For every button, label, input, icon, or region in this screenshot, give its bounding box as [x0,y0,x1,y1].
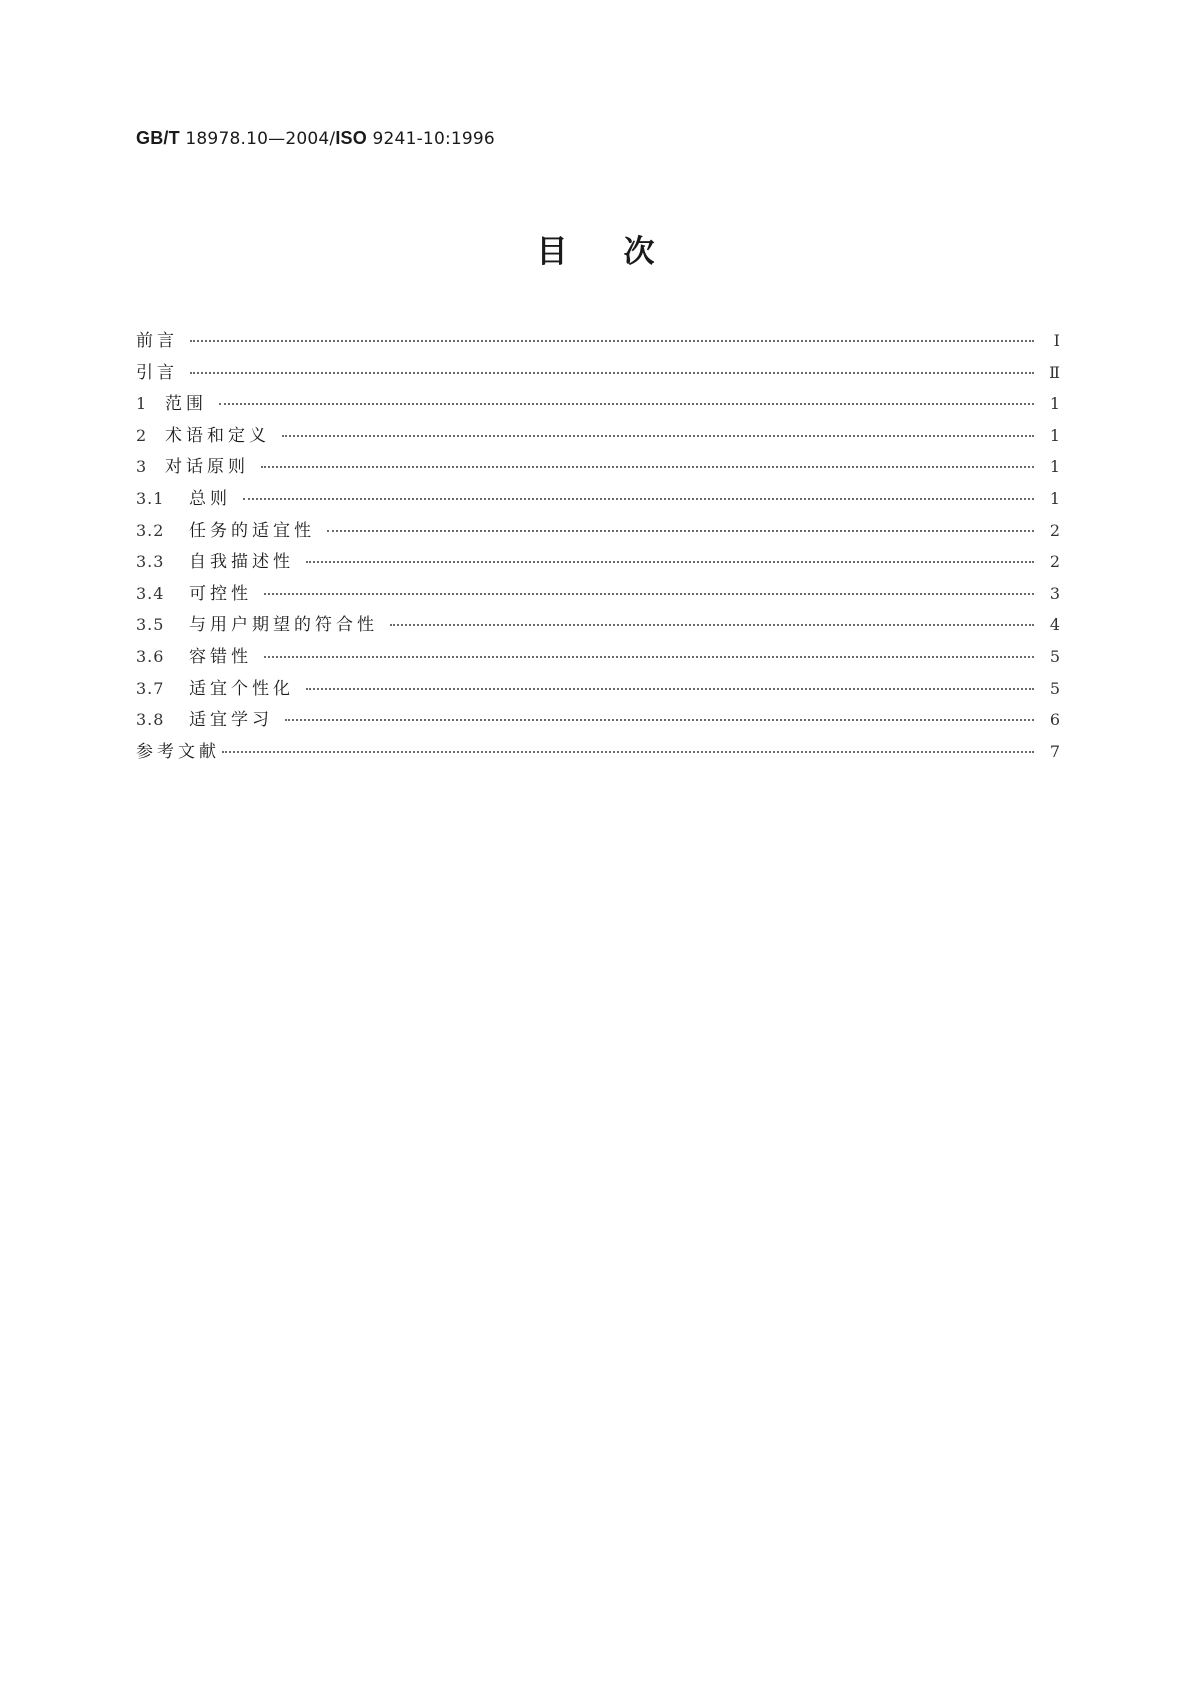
toc-leader-dots [264,646,1034,658]
page-title: 目次 [536,234,711,270]
table-of-contents [136,330,1060,772]
toc-entry-number: 1 [136,394,147,414]
toc-leader-dots [327,520,1034,532]
toc-entry-page: 1 [1049,425,1060,445]
toc-entry-page: 1 [1049,488,1060,508]
toc-entry-number: 3.1 [136,488,165,508]
header-iso-number: 9241-10:1996 [366,129,495,149]
toc-entry-foreword[interactable] [136,330,1060,362]
toc-entry-page: 2 [1049,520,1060,540]
toc-entry-individualization[interactable] [136,678,1060,710]
toc-entry-page: 7 [1049,741,1060,761]
toc-entry-page: 5 [1049,678,1060,698]
toc-entry-introduction[interactable] [136,362,1060,394]
toc-entry-terms[interactable] [136,425,1060,457]
header-standard-prefix: GB/T [136,128,180,148]
toc-entry-page: 5 [1049,646,1060,666]
toc-entry-label: 前言 [136,331,178,351]
toc-entry-number: 3.7 [136,678,165,698]
toc-entry-number: 3.6 [136,646,165,666]
toc-entry-label: 参考文献 [136,741,220,762]
toc-leader-dots [282,425,1034,437]
header-iso-prefix: ISO [335,128,367,148]
toc-entry-error-tolerance[interactable] [136,646,1060,678]
toc-entry-number: 3.5 [136,615,165,635]
toc-entry-number: 3.8 [136,710,165,730]
toc-leader-dots [390,614,1034,626]
toc-leader-dots [261,456,1034,468]
toc-entry-number: 3.2 [136,520,165,540]
toc-entry-number: 2 [136,425,147,445]
toc-entry-label: 容错性 [189,646,252,667]
toc-entry-number: 3.3 [136,552,165,572]
toc-entry-page: Ⅰ [1053,331,1060,350]
toc-leader-dots [190,362,1034,374]
toc-entry-label: 引言 [136,362,178,383]
toc-entry-label: 与用户期望的符合性 [189,615,378,636]
document-header [136,128,495,149]
toc-entry-controllability[interactable] [136,583,1060,615]
toc-entry-learning[interactable] [136,709,1060,741]
toc-entry-page: Ⅱ [1049,362,1060,382]
toc-entry-bibliography[interactable] [136,741,1060,773]
toc-entry-label: 术语和定义 [165,425,270,446]
toc-leader-dots [264,583,1034,595]
toc-entry-label: 对话原则 [165,457,249,478]
toc-entry-label: 可控性 [189,583,252,604]
toc-entry-page: 1 [1049,394,1060,414]
toc-entry-label: 总则 [189,488,231,509]
toc-entry-page: 6 [1049,710,1060,730]
toc-entry-number: 3.4 [136,583,165,603]
toc-entry-self-descriptiveness[interactable] [136,551,1060,583]
toc-leader-dots [222,741,1034,753]
toc-leader-dots [219,393,1034,405]
toc-entry-page: 2 [1049,552,1060,572]
toc-entry-scope[interactable] [136,393,1060,425]
toc-entry-general[interactable] [136,488,1060,520]
toc-entry-label: 适宜个性化 [189,678,294,699]
toc-entry-number: 3 [136,457,147,477]
toc-entry-label: 适宜学习 [189,710,273,731]
toc-leader-dots [243,488,1034,500]
toc-leader-dots [190,330,1034,342]
toc-entry-label: 任务的适宜性 [189,520,315,541]
toc-leader-dots [306,678,1034,690]
toc-leader-dots [285,709,1034,721]
toc-entry-label: 范围 [165,394,207,415]
toc-entry-task-suitability[interactable] [136,520,1060,552]
header-standard-number: 18978.10—2004/ [179,129,336,149]
toc-entry-page: 1 [1049,457,1060,477]
toc-entry-dialogue-principles[interactable] [136,456,1060,488]
toc-entry-page: 4 [1049,615,1060,635]
toc-leader-dots [306,551,1034,563]
toc-entry-label: 自我描述性 [189,552,294,573]
toc-entry-conformity[interactable] [136,614,1060,646]
toc-entry-page: 3 [1049,583,1060,603]
